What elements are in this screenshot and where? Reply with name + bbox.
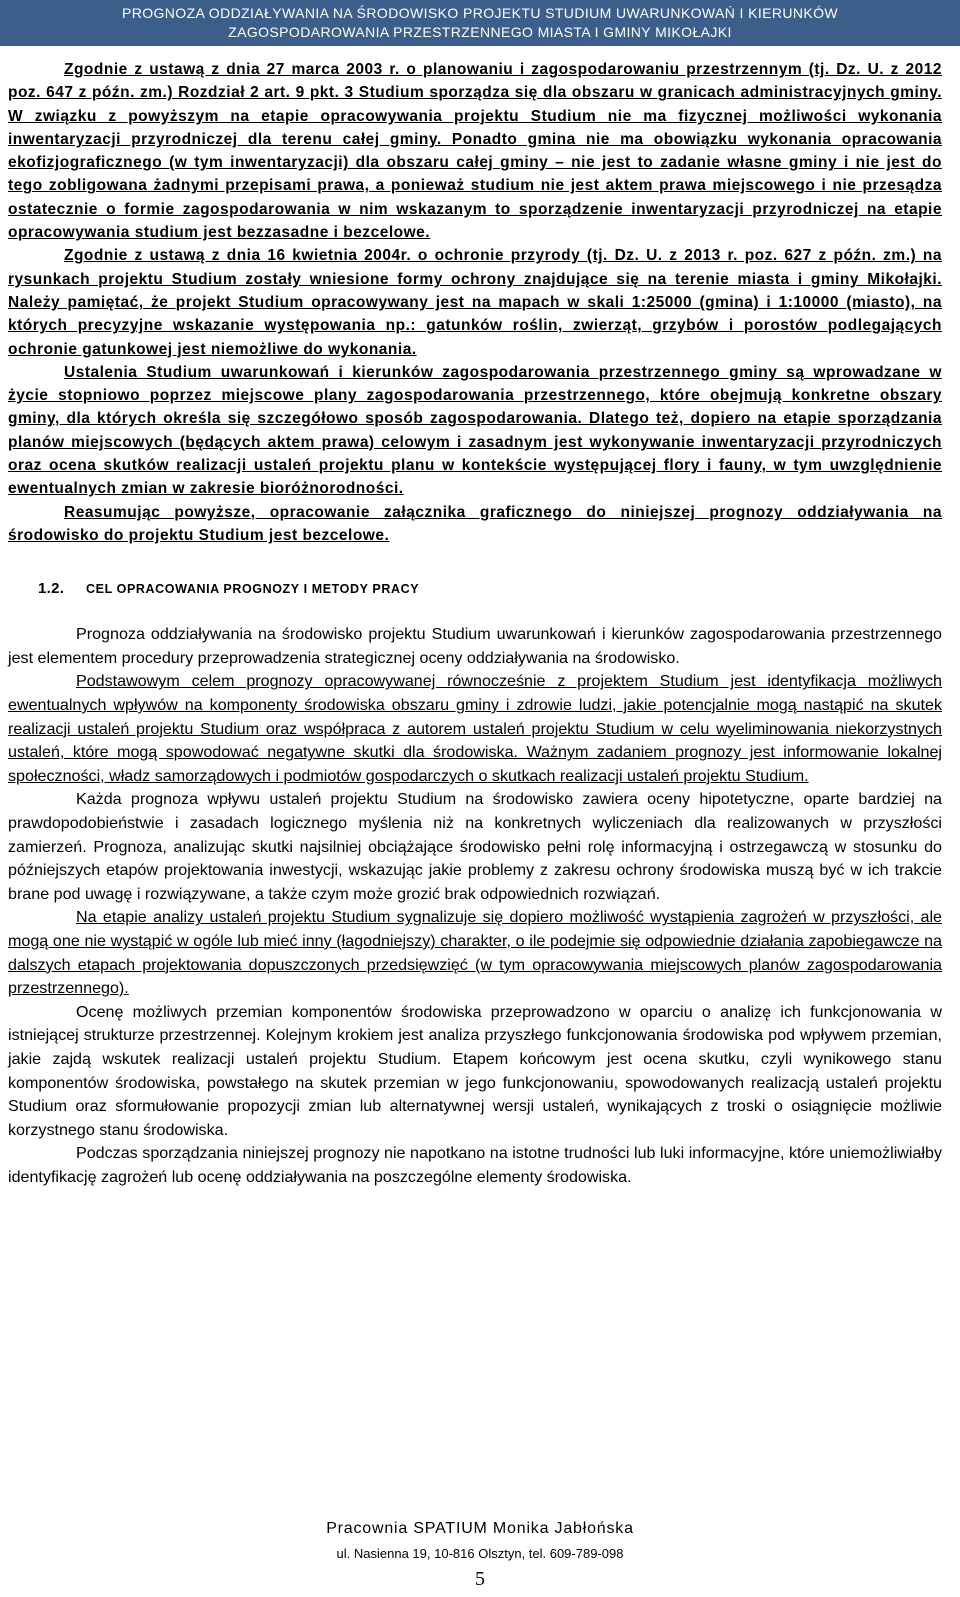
body-paragraph-1: Prognoza oddziaływania na środowisko projektu Studium uwarunkowań i kierunków zagospodarowania przestrzennego jest elementem procedury przeprowadzenia strategicznej oceny oddziaływania na środowisko. [8,625,942,667]
section-title: CEL OPRACOWANIA PROGNOZY I METODY PRACY [86,582,420,597]
section-number: 1.2. [38,580,65,598]
body-paragraph-3: Każda prognoza wpływu ustaleń projektu Studium na środowisko zawiera oceny hipotetyczne, oparte bardziej na prawdopodobieństwie i zasadach logicznego myślenia niż na konkretnych wyliczeniach dla realizowanych w przyszłości zamierzeń. Prognoza, analizując skutki najsilniej obciążające środowisko pełni rolę informacyjną i ostrzegawczą w stosunku do późniejszych etapów projektowania inwestycji, wskazując jakie problemy z zakresu ochrony środowiska muszą być w ich trakcie brane pod uwagę i rozwiązywane, a także czym może grozić brak odpowiednich rozwiązań. [8,790,942,903]
header-line-1: PROGNOZA ODDZIAŁYWANIA NA ŚRODOWISKO PROJEKTU STUDIUM UWARUNKOWAŃ I KIERUNKÓW [121,5,839,21]
page-number: 5 [475,1568,485,1590]
page-content [8,58,942,1189]
notice-paragraph-2: Zgodnie z ustawą z dnia 16 kwietnia 2004r. o ochronie przyrody (tj. Dz. U. z 2013 r. poz. 627 z późn. zm.) na rysunkach projektu Studium zostały wniesione formy ochrony znajdujące się na terenie miasta i gminy Mikołajki. Należy pamiętać, że projekt Studium opracowywany jest na mapach w skali 1:25000 (gmina) i 1:10000 (miasto), na których precyzyjne wskazanie występowania np.: gatunków roślin, zwierząt, grzybów i porostów podlegających ochronie gatunkowej jest niemożliwe do wykonania. [8,247,942,358]
bold-notice-block [8,58,942,547]
document-header [0,0,960,46]
notice-paragraph-4: Reasumując powyższe, opracowanie załącznika graficznego do niniejszej prognozy oddziaływania na środowisko do projektu Studium jest bezcelowe. [8,503,942,544]
notice-paragraph-3: Ustalenia Studium uwarunkowań i kierunków zagospodarowania przestrzennego gminy są wprowadzane w życie stopniowo poprzez miejscowe plany zagospodarowania przestrzennego, które obejmują konkretne obszary gminy, dla których określa się szczegółowo sposób zagospodarowania. Dlatego też, dopiero na etapie sporządzania planów miejscowych (będących aktem prawa) celowym i zasadnym jest wykonywanie inwentaryzacji przyrodniczych oraz ocena skutków realizacji ustaleń projektu planu w kontekście występującej flory i fauny, w tym uwzględnienie ewentualnych zmian w zakresie bioróżnorodności. [8,363,942,498]
notice-paragraph-1: Zgodnie z ustawą z dnia 27 marca 2003 r. o planowaniu i zagospodarowaniu przestrzennym (tj. Dz. U. z 2012 poz. 647 z późn. zm.) Rozdział 2 art. 9 pkt. 3 Studium sporządza się dla obszaru w granicach administracyjnych gminy. W związku z powyższym na etapie opracowywania projektu Studium nie ma fizycznej możliwości wykonania inwentaryzacji przyrodniczej dla terenu całej gminy. Ponadto gmina nie ma obowiązku wykonania opracowania ekofizjograficznego (w tym inwentaryzacji) dla obszaru całej gminy – nie jest to zadanie własne gminy i nie jest do tego zobligowana żadnymi przepisami prawa, a ponieważ studium nie jest aktem prawa miejscowego i nie przesądza ostatecznie o formie zagospodarowania w nim wskazanym to sporządzenie inwentaryzacji przyrodniczej na etapie opracowywania studium jest bezzasadne i bezcelowe. [8,61,942,242]
body-paragraph-6: Podczas sporządzania niniejszej prognozy nie napotkano na istotne trudności lub luki informacyjne, które uniemożliwiałby identyfikację zagrożeń lub ocenę oddziaływania na poszczególne elementy środowiska. [8,1144,942,1186]
footer-address: ul. Nasienna 19, 10-816 Olsztyn, tel. 609-789-098 [336,1546,624,1561]
body-paragraph-5: Ocenę możliwych przemian komponentów środowiska przeprowadzono w oparciu o analizę ich funkcjonowania w istniejącej strukturze przestrzennej. Kolejnym krokiem jest analiza przyszłego funkcjonowania środowiska pod wpływem przemian, jakie zajdą wskutek realizacji ustaleń projektu Studium. Etapem końcowym jest ocena skutku, czyli wynikowego stanu komponentów środowiska, powstałego na skutek przemian w jego funkcjonowaniu, spowodowanych realizacją ustaleń projektu Studium oraz sformułowanie propozycji zmian lub alternatywnej wersji ustaleń, wynikających z troski o osiągnięcie możliwie korzystnego stanu środowiska. [8,1002,942,1139]
body-paragraph-2: Podstawowym celem prognozy opracowywanej równocześnie z projektem Studium jest identyfikacja możliwych ewentualnych wpływów na komponenty środowiska obszaru gminy i zdrowie ludzi, jakie potencjalnie mogą nastąpić na skutek realizacji ustaleń projektu Studium oraz współpraca z autorem ustaleń projektu Studium w celu wyeliminowania niekorzystnych ustaleń, które mogą spowodować negatywne skutki dla środowiska. Ważnym zadaniem prognozy jest informowanie lokalnej społeczności, władz samorządowych i podmiotów gospodarczych o skutkach realizacji ustaleń projektu Studium. [8,672,942,785]
footer-company: Pracownia SPATIUM Monika Jabłońska [326,1520,634,1537]
header-line-2: ZAGOSPODAROWANIA PRZESTRZENNEGO MIASTA I GMINY MIKOŁAJKI [228,24,732,40]
body-text-block [8,623,942,1189]
section-heading [38,577,942,601]
body-paragraph-4: Na etapie analizy ustaleń projektu Studium sygnalizuje się dopiero możliwość wystąpienia zagrożeń w przyszłości, ale mogą one nie wystąpić w ogóle lub mieć inny (łagodniejszy) charakter, o ile podejmie się odpowiednie działania zapobiegawcze na dalszych etapach projektowania dopuszczonych przedsięwzięć (w tym opracowywania miejscowych planów zagospodarowania przestrzennego). [8,908,942,998]
